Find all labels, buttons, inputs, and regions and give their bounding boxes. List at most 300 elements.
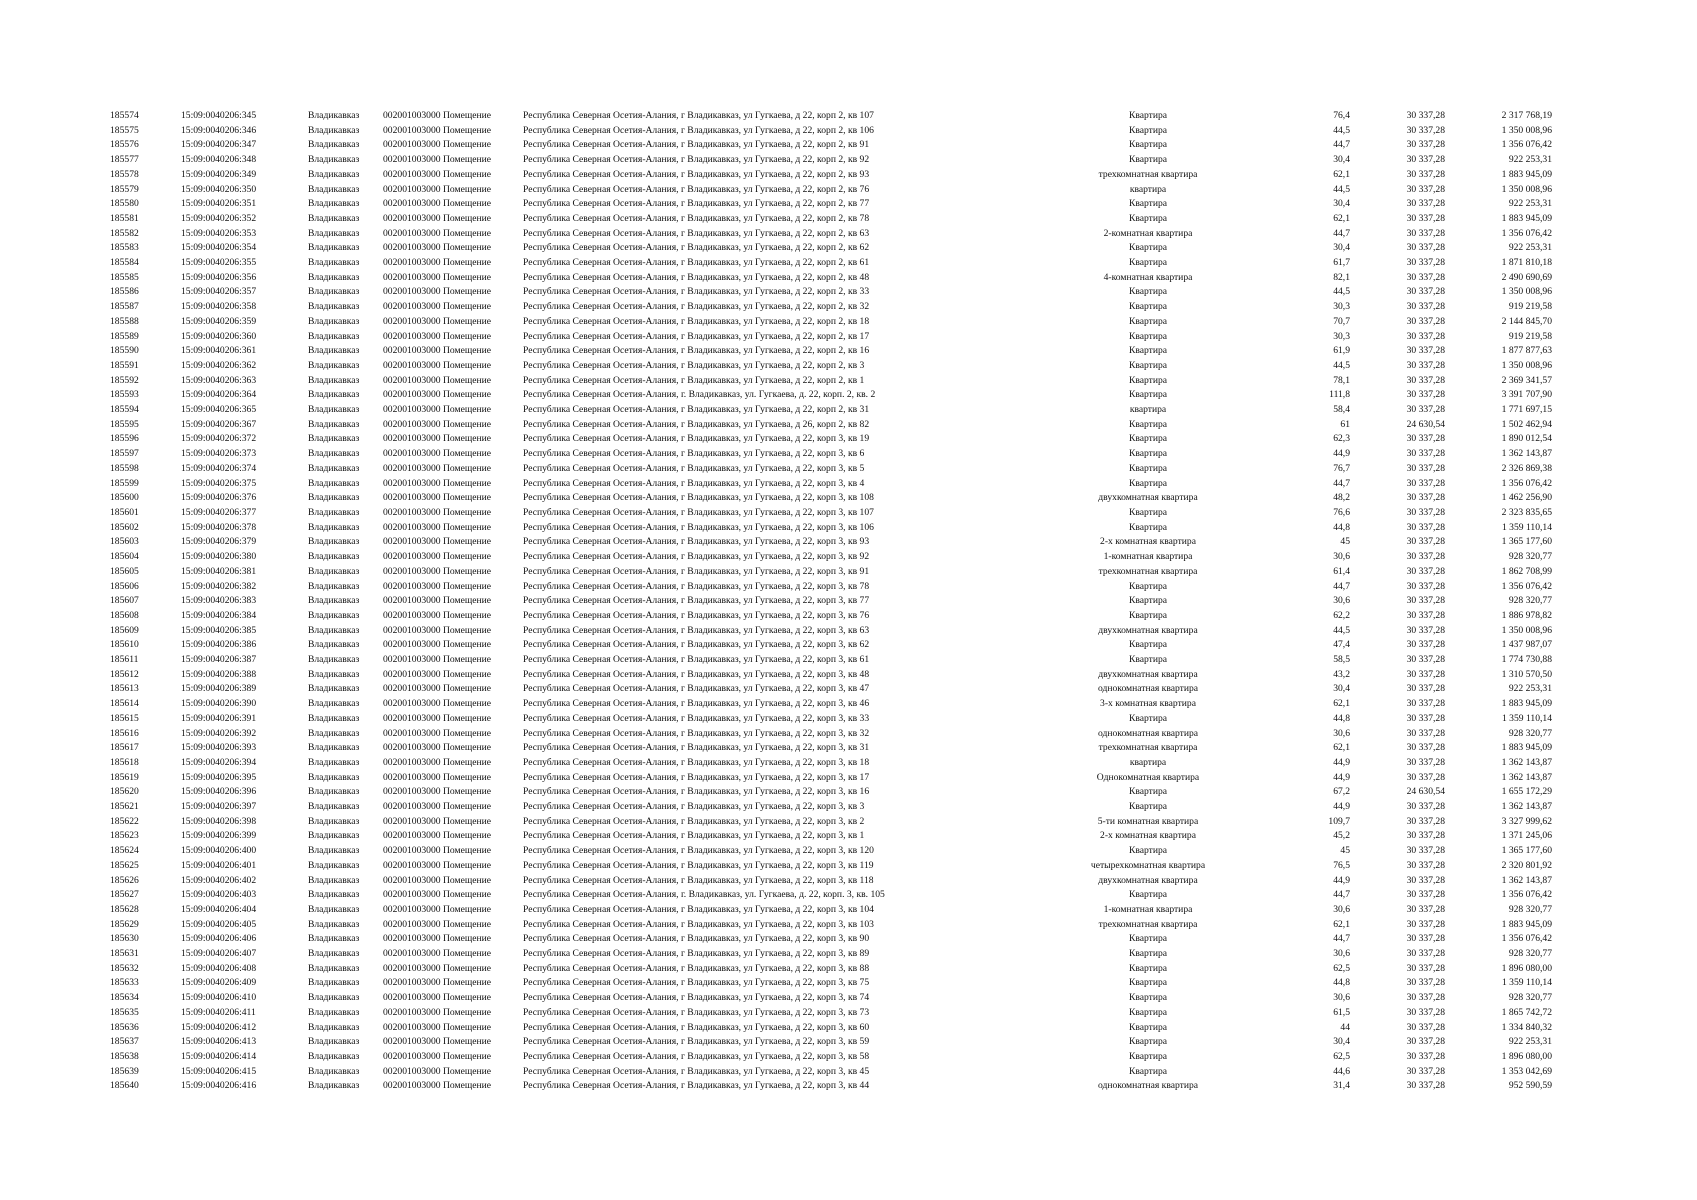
- area-value: 76,5: [1333, 859, 1350, 871]
- specific-value: 30 337,28: [1406, 124, 1445, 136]
- area-value: 45,2: [1333, 830, 1350, 842]
- table-row: [110, 565, 1552, 580]
- address: Республика Северная Осетия-Алания, г Владикавказ, ул Гугкаева, д 22, корп 2, кв 16: [523, 345, 870, 357]
- table-row: [110, 815, 1552, 830]
- object-type: 002001003000 Помещение: [383, 168, 492, 180]
- object-type: 002001003000 Помещение: [383, 521, 492, 533]
- record-number: 185575: [110, 124, 139, 136]
- city-name: Владикавказ: [308, 198, 360, 210]
- specific-value: 30 337,28: [1406, 845, 1445, 857]
- area-value: 44,7: [1333, 889, 1350, 901]
- city-name: Владикавказ: [308, 1051, 360, 1062]
- address: Республика Северная Осетия-Алания, г Владикавказ, ул Гугкаева, д 22, корп 3, кв 17: [523, 771, 870, 783]
- cadastral-number: 15:09:0040206:377: [181, 506, 257, 518]
- city-name: Владикавказ: [308, 801, 360, 813]
- address: Республика Северная Осетия-Алания, г Владикавказ, ул Гугкаева, д 22, корп 3, кв 32: [523, 727, 870, 739]
- area-value: 62,1: [1333, 698, 1350, 710]
- area-value: 44,5: [1333, 183, 1350, 195]
- object-type: 002001003000 Помещение: [383, 1080, 492, 1092]
- object-name: Квартира: [1128, 212, 1168, 224]
- cadastral-cost: 1 334 840,32: [1501, 1021, 1552, 1033]
- address: Республика Северная Осетия-Алания, г Владикавказ, ул Гугкаева, д 22, корп 3, кв 108: [523, 492, 874, 504]
- area-value: 30,6: [1333, 727, 1350, 739]
- object-name: 2-комнатная квартира: [1103, 227, 1193, 239]
- area-value: 44,9: [1333, 756, 1350, 768]
- object-name: Квартира: [1128, 345, 1168, 357]
- area-value: 44,7: [1333, 933, 1350, 945]
- object-name: квартира: [1129, 756, 1167, 768]
- record-number: 185574: [110, 110, 139, 121]
- cadastral-cost: 928 320,77: [1508, 992, 1552, 1004]
- object-type: 002001003000 Помещение: [383, 1065, 492, 1077]
- area-value: 30,4: [1333, 1036, 1350, 1048]
- area-value: 44,9: [1333, 801, 1350, 813]
- object-type: 002001003000 Помещение: [383, 124, 492, 136]
- object-name: однокомнатная квартира: [1097, 727, 1199, 739]
- specific-value: 30 337,28: [1406, 433, 1445, 445]
- address: Республика Северная Осетия-Алания, г Владикавказ, ул Гугкаева, д 22, корп 3, кв 48: [523, 668, 870, 680]
- area-value: 76,7: [1333, 462, 1350, 474]
- address: Республика Северная Осетия-Алания, г Владикавказ, ул Гугкаева, д 22, корп 3, кв 47: [523, 683, 870, 695]
- record-number: 185606: [110, 580, 139, 592]
- specific-value: 30 337,28: [1406, 227, 1445, 239]
- area-value: 44,8: [1333, 712, 1350, 724]
- address: Республика Северная Осетия-Алания, г Владикавказ, ул Гугкаева, д 22, корп 3, кв 77: [523, 595, 870, 607]
- address: Республика Северная Осетия-Алания, г Владикавказ, ул Гугкаева, д 22, корп 2, кв 63: [523, 227, 870, 239]
- object-name: Квартира: [1128, 330, 1168, 342]
- area-value: 44,7: [1333, 580, 1350, 592]
- record-number: 185581: [110, 212, 139, 224]
- city-name: Владикавказ: [308, 521, 360, 533]
- specific-value: 30 337,28: [1406, 198, 1445, 210]
- record-number: 185577: [110, 154, 139, 166]
- object-name: Квартира: [1128, 374, 1168, 386]
- table-row: [110, 138, 1552, 153]
- object-name: Квартира: [1128, 845, 1168, 857]
- address: Республика Северная Осетия-Алания, г Владикавказ, ул Гугкаева, д 22, корп 3, кв 106: [523, 521, 874, 533]
- specific-value: 30 337,28: [1406, 359, 1445, 371]
- record-number: 185594: [110, 404, 139, 416]
- area-value: 62,1: [1333, 168, 1350, 180]
- record-number: 185632: [110, 962, 139, 974]
- object-name: 2-х комнатная квартира: [1100, 830, 1196, 842]
- cadastral-cost: 1 362 143,87: [1501, 801, 1552, 813]
- cadastral-cost: 2 317 768,19: [1501, 110, 1552, 121]
- record-number: 185626: [110, 874, 139, 886]
- address: Республика Северная Осетия-Алания, г. Владикавказ, ул. Гугкаева, д. 22, корп. 3, кв. 105: [523, 889, 885, 901]
- object-type: 002001003000 Помещение: [383, 551, 492, 563]
- object-type: 002001003000 Помещение: [383, 565, 492, 577]
- record-number: 185590: [110, 345, 139, 357]
- cadastral-number: 15:09:0040206:398: [181, 815, 257, 827]
- object-name: трехкомнатная квартира: [1098, 918, 1198, 930]
- object-type: 002001003000 Помещение: [383, 727, 492, 739]
- object-name: Квартира: [1128, 521, 1168, 533]
- specific-value: 30 337,28: [1406, 727, 1445, 739]
- city-name: Владикавказ: [308, 786, 360, 798]
- record-number: 185635: [110, 1006, 139, 1018]
- cadastral-cost: 928 320,77: [1508, 595, 1552, 607]
- table-row: [110, 844, 1552, 859]
- cadastral-number: 15:09:0040206:375: [181, 477, 257, 489]
- city-name: Владикавказ: [308, 948, 360, 960]
- specific-value: 30 337,28: [1406, 506, 1445, 518]
- specific-value: 30 337,28: [1406, 565, 1445, 577]
- object-type: 002001003000 Помещение: [383, 242, 492, 254]
- specific-value: 30 337,28: [1406, 992, 1445, 1004]
- area-value: 76,6: [1333, 506, 1350, 518]
- specific-value: 30 337,28: [1406, 139, 1445, 151]
- object-type: 002001003000 Помещение: [383, 227, 492, 239]
- specific-value: 30 337,28: [1406, 698, 1445, 710]
- cadastral-number: 15:09:0040206:352: [181, 212, 257, 224]
- specific-value: 30 337,28: [1406, 389, 1445, 401]
- cadastral-cost: 1 862 708,99: [1501, 565, 1552, 577]
- specific-value: 30 337,28: [1406, 624, 1445, 636]
- object-name: 5-ти комнатная квартира: [1097, 815, 1199, 827]
- cadastral-cost: 2 323 835,65: [1501, 506, 1552, 518]
- table-row: [110, 800, 1552, 815]
- area-value: 44,8: [1333, 521, 1350, 533]
- record-number: 185584: [110, 257, 139, 269]
- specific-value: 30 337,28: [1406, 404, 1445, 416]
- city-name: Владикавказ: [308, 271, 360, 283]
- cadastral-cost: 1 502 462,94: [1501, 418, 1552, 430]
- object-name: Квартира: [1128, 933, 1168, 945]
- object-type: 002001003000 Помещение: [383, 1036, 492, 1048]
- record-number: 185605: [110, 565, 139, 577]
- cadastral-cost: 1 310 570,50: [1501, 668, 1552, 680]
- record-number: 185601: [110, 506, 139, 518]
- object-type: 002001003000 Помещение: [383, 962, 492, 974]
- object-name: Квартира: [1128, 786, 1168, 798]
- table-row: [110, 359, 1552, 374]
- cadastral-number: 15:09:0040206:400: [181, 845, 257, 857]
- table-row: [110, 962, 1552, 977]
- cadastral-number: 15:09:0040206:394: [181, 756, 257, 768]
- cadastral-number: 15:09:0040206:397: [181, 801, 257, 813]
- table-row: [110, 638, 1552, 653]
- area-value: 62,2: [1333, 609, 1350, 621]
- cadastral-cost: 1 359 110,14: [1501, 521, 1552, 533]
- cadastral-cost: 1 883 945,09: [1501, 212, 1552, 224]
- city-name: Владикавказ: [308, 874, 360, 886]
- cadastral-number: 15:09:0040206:413: [181, 1036, 257, 1048]
- cadastral-cost: 1 877 877,63: [1501, 345, 1552, 357]
- cadastral-cost: 2 326 869,38: [1501, 462, 1552, 474]
- cadastral-number: 15:09:0040206:386: [181, 639, 257, 651]
- city-name: Владикавказ: [308, 124, 360, 136]
- record-number: 185580: [110, 198, 139, 210]
- area-value: 62,3: [1333, 433, 1350, 445]
- cadastral-cost: 1 886 978,82: [1501, 609, 1552, 621]
- object-name: Квартира: [1128, 639, 1168, 651]
- address: Республика Северная Осетия-Алания, г Владикавказ, ул Гугкаева, д 22, корп 2, кв 3: [523, 359, 865, 371]
- city-name: Владикавказ: [308, 154, 360, 166]
- object-name: Квартира: [1128, 448, 1168, 460]
- cadastral-cost: 1 871 810,18: [1501, 257, 1552, 269]
- address: Республика Северная Осетия-Алания, г. Владикавказ, ул. Гугкаева, д. 22, корп. 2, кв. 2: [523, 389, 876, 401]
- specific-value: 30 337,28: [1406, 330, 1445, 342]
- city-name: Владикавказ: [308, 551, 360, 563]
- table-row: [110, 256, 1552, 271]
- city-name: Владикавказ: [308, 992, 360, 1004]
- city-name: Владикавказ: [308, 830, 360, 842]
- area-value: 30,6: [1333, 903, 1350, 915]
- city-name: Владикавказ: [308, 345, 360, 357]
- cadastral-cost: 1 883 945,09: [1501, 742, 1552, 754]
- object-name: Квартира: [1128, 462, 1168, 474]
- specific-value: 30 337,28: [1406, 110, 1445, 121]
- table-row: [110, 388, 1552, 403]
- object-type: 002001003000 Помещение: [383, 212, 492, 224]
- specific-value: 30 337,28: [1406, 212, 1445, 224]
- address: Республика Северная Осетия-Алания, г Владикавказ, ул Гугкаева, д 22, корп 3, кв 118: [523, 874, 874, 886]
- specific-value: 30 337,28: [1406, 859, 1445, 871]
- object-type: 002001003000 Помещение: [383, 948, 492, 960]
- table-row: [110, 124, 1552, 139]
- area-value: 44,6: [1333, 1065, 1350, 1077]
- cadastral-number: 15:09:0040206:381: [181, 565, 257, 577]
- cadastral-number: 15:09:0040206:347: [181, 139, 257, 151]
- address: Республика Северная Осетия-Алания, г Владикавказ, ул Гугкаева, д 22, корп 2, кв 18: [523, 315, 870, 327]
- record-number: 185610: [110, 639, 139, 651]
- cadastral-number: 15:09:0040206:384: [181, 609, 257, 621]
- address: Республика Северная Осетия-Алания, г Владикавказ, ул Гугкаева, д 22, корп 3, кв 119: [523, 859, 874, 871]
- city-name: Владикавказ: [308, 712, 360, 724]
- cadastral-number: 15:09:0040206:355: [181, 257, 257, 269]
- address: Республика Северная Осетия-Алания, г Владикавказ, ул Гугкаева, д 22, корп 2, кв 106: [523, 124, 874, 136]
- cadastral-cost: 1 362 143,87: [1501, 756, 1552, 768]
- table-row: [110, 903, 1552, 918]
- object-name: Квартира: [1128, 433, 1168, 445]
- city-name: Владикавказ: [308, 242, 360, 254]
- object-type: 002001003000 Помещение: [383, 374, 492, 386]
- cadastral-number: 15:09:0040206:360: [181, 330, 257, 342]
- cadastral-cost: 928 320,77: [1508, 948, 1552, 960]
- cadastral-number: 15:09:0040206:408: [181, 962, 257, 974]
- specific-value: 30 337,28: [1406, 448, 1445, 460]
- cadastral-number: 15:09:0040206:388: [181, 668, 257, 680]
- specific-value: 30 337,28: [1406, 1021, 1445, 1033]
- record-number: 185595: [110, 418, 139, 430]
- specific-value: 30 337,28: [1406, 1080, 1445, 1092]
- object-name: Квартира: [1128, 418, 1168, 430]
- city-name: Владикавказ: [308, 462, 360, 474]
- object-name: Квартира: [1128, 992, 1168, 1004]
- object-type: 002001003000 Помещение: [383, 315, 492, 327]
- cadastral-number: 15:09:0040206:402: [181, 874, 257, 886]
- area-value: 44,7: [1333, 227, 1350, 239]
- area-value: 62,5: [1333, 1051, 1350, 1062]
- city-name: Владикавказ: [308, 609, 360, 621]
- table-row: [110, 1079, 1552, 1094]
- specific-value: 30 337,28: [1406, 977, 1445, 989]
- specific-value: 30 337,28: [1406, 1051, 1445, 1062]
- area-value: 44,8: [1333, 977, 1350, 989]
- cadastral-cost: 2 490 690,69: [1501, 271, 1552, 283]
- object-type: 002001003000 Помещение: [383, 639, 492, 651]
- specific-value: 30 337,28: [1406, 1006, 1445, 1018]
- area-value: 44,9: [1333, 771, 1350, 783]
- city-name: Владикавказ: [308, 580, 360, 592]
- city-name: Владикавказ: [308, 212, 360, 224]
- city-name: Владикавказ: [308, 771, 360, 783]
- area-value: 44,7: [1333, 477, 1350, 489]
- cadastral-cost: 1 462 256,90: [1501, 492, 1552, 504]
- cadastral-cost: 1 865 742,72: [1501, 1006, 1552, 1018]
- specific-value: 30 337,28: [1406, 595, 1445, 607]
- specific-value: 30 337,28: [1406, 1036, 1445, 1048]
- record-number: 185621: [110, 801, 139, 813]
- cadastral-number: 15:09:0040206:395: [181, 771, 257, 783]
- object-type: 002001003000 Помещение: [383, 903, 492, 915]
- address: Республика Северная Осетия-Алания, г Владикавказ, ул Гугкаева, д 22, корп 3, кв 18: [523, 756, 870, 768]
- address: Республика Северная Осетия-Алания, г Владикавказ, ул Гугкаева, д 22, корп 3, кв 62: [523, 639, 870, 651]
- area-value: 61: [1340, 418, 1350, 430]
- specific-value: 30 337,28: [1406, 271, 1445, 283]
- address: Республика Северная Осетия-Алания, г Владикавказ, ул Гугкаева, д 22, корп 3, кв 120: [523, 845, 874, 857]
- cadastral-cost: 1 883 945,09: [1501, 168, 1552, 180]
- specific-value: 24 630,54: [1406, 786, 1445, 798]
- cadastral-cost: 1 883 945,09: [1501, 918, 1552, 930]
- area-value: 109,7: [1328, 815, 1350, 827]
- cadastral-number: 15:09:0040206:387: [181, 654, 257, 666]
- cadastral-cost: 1 890 012,54: [1501, 433, 1552, 445]
- area-value: 67,2: [1333, 786, 1350, 798]
- cadastral-number: 15:09:0040206:358: [181, 301, 257, 313]
- object-name: трехкомнатная квартира: [1098, 565, 1198, 577]
- record-number: 185591: [110, 359, 139, 371]
- cadastral-number: 15:09:0040206:389: [181, 683, 257, 695]
- area-value: 43,2: [1333, 668, 1350, 680]
- object-name: Квартира: [1128, 1006, 1168, 1018]
- city-name: Владикавказ: [308, 962, 360, 974]
- area-value: 82,1: [1333, 271, 1350, 283]
- city-name: Владикавказ: [308, 418, 360, 430]
- table-row: [110, 1035, 1552, 1050]
- object-name: Квартира: [1128, 1065, 1168, 1077]
- record-number: 185582: [110, 227, 139, 239]
- object-name: Квартира: [1128, 962, 1168, 974]
- area-value: 62,1: [1333, 918, 1350, 930]
- area-value: 111,8: [1329, 389, 1350, 401]
- cadastral-cost: 928 320,77: [1508, 727, 1552, 739]
- specific-value: 30 337,28: [1406, 580, 1445, 592]
- table-row: [110, 271, 1552, 286]
- specific-value: 30 337,28: [1406, 242, 1445, 254]
- table-row: [110, 521, 1552, 536]
- object-name: Квартира: [1128, 889, 1168, 901]
- table-row: [110, 918, 1552, 933]
- table-row: [110, 697, 1552, 712]
- table-row: [110, 609, 1552, 624]
- city-name: Владикавказ: [308, 183, 360, 195]
- object-type: 002001003000 Помещение: [383, 418, 492, 430]
- city-name: Владикавказ: [308, 330, 360, 342]
- object-name: Квартира: [1128, 609, 1168, 621]
- object-name: двухкомнатная квартира: [1098, 874, 1198, 886]
- object-type: 002001003000 Помещение: [383, 933, 492, 945]
- object-type: 002001003000 Помещение: [383, 330, 492, 342]
- address: Республика Северная Осетия-Алания, г Владикавказ, ул Гугкаева, д 22, корп 3, кв 90: [523, 933, 870, 945]
- cadastral-cost: 1 350 008,96: [1501, 359, 1552, 371]
- record-number: 185599: [110, 477, 139, 489]
- cadastral-number: 15:09:0040206:405: [181, 918, 257, 930]
- cadastral-cost: 1 356 076,42: [1501, 933, 1552, 945]
- record-number: 185619: [110, 771, 139, 783]
- specific-value: 30 337,28: [1406, 903, 1445, 915]
- specific-value: 30 337,28: [1406, 668, 1445, 680]
- cadastral-number: 15:09:0040206:350: [181, 183, 257, 195]
- city-name: Владикавказ: [308, 742, 360, 754]
- record-number: 185639: [110, 1065, 139, 1077]
- object-type: 002001003000 Помещение: [383, 801, 492, 813]
- address: Республика Северная Осетия-Алания, г Владикавказ, ул Гугкаева, д 22, корп 2, кв 92: [523, 154, 870, 166]
- address: Республика Северная Осетия-Алания, г Владикавказ, ул Гугкаева, д 22, корп 3, кв 73: [523, 1006, 870, 1018]
- address: Республика Северная Осетия-Алания, г Владикавказ, ул Гугкаева, д 22, корп 3, кв 76: [523, 609, 870, 621]
- record-number: 185627: [110, 889, 139, 901]
- table-row: [110, 682, 1552, 697]
- table-row: [110, 550, 1552, 565]
- city-name: Владикавказ: [308, 404, 360, 416]
- record-number: 185638: [110, 1051, 139, 1062]
- table-body: [110, 109, 1552, 1094]
- city-name: Владикавказ: [308, 595, 360, 607]
- table-row: [110, 183, 1552, 198]
- area-value: 44,5: [1333, 624, 1350, 636]
- cadastral-number: 15:09:0040206:399: [181, 830, 257, 842]
- cadastral-number: 15:09:0040206:401: [181, 859, 257, 871]
- object-name: двухкомнатная квартира: [1098, 624, 1198, 636]
- address: Республика Северная Осетия-Алания, г Владикавказ, ул Гугкаева, д 22, корп 3, кв 92: [523, 551, 870, 563]
- city-name: Владикавказ: [308, 168, 360, 180]
- table-row: [110, 344, 1552, 359]
- object-name: Квартира: [1128, 389, 1168, 401]
- address: Республика Северная Осетия-Алания, г Владикавказ, ул Гугкаева, д 22, корп 2, кв 1: [523, 374, 865, 386]
- area-value: 30,6: [1333, 595, 1350, 607]
- table-row: [110, 432, 1552, 447]
- table-row: [110, 197, 1552, 212]
- cadastral-cost: 1 896 080,00: [1501, 962, 1552, 974]
- address: Республика Северная Осетия-Алания, г Владикавказ, ул Гугкаева, д 22, корп 3, кв 75: [523, 977, 870, 989]
- address: Республика Северная Осетия-Алания, г Владикавказ, ул Гугкаева, д 22, корп 2, кв 31: [523, 404, 870, 416]
- record-number: 185598: [110, 462, 139, 474]
- object-type: 002001003000 Помещение: [383, 359, 492, 371]
- object-type: 002001003000 Помещение: [383, 712, 492, 724]
- specific-value: 24 630,54: [1406, 418, 1445, 430]
- cadastral-cost: 1 356 076,42: [1501, 477, 1552, 489]
- object-name: Квартира: [1128, 154, 1168, 166]
- object-type: 002001003000 Помещение: [383, 477, 492, 489]
- table-row: [110, 285, 1552, 300]
- cadastral-number: 15:09:0040206:345: [181, 110, 257, 121]
- area-value: 78,1: [1333, 374, 1350, 386]
- address: Республика Северная Осетия-Алания, г Владикавказ, ул Гугкаева, д 22, корп 3, кв 78: [523, 580, 870, 592]
- record-number: 185636: [110, 1021, 139, 1033]
- table-row: [110, 580, 1552, 595]
- cadastral-number: 15:09:0040206:351: [181, 198, 257, 210]
- table-row: [110, 594, 1552, 609]
- area-value: 61,4: [1333, 565, 1350, 577]
- object-type: 002001003000 Помещение: [383, 183, 492, 195]
- cadastral-number: 15:09:0040206:380: [181, 551, 257, 563]
- table-row: [110, 535, 1552, 550]
- object-name: 3-х комнатная квартира: [1100, 698, 1196, 710]
- table-row: [110, 330, 1552, 345]
- address: Республика Северная Осетия-Алания, г Владикавказ, ул Гугкаева, д 22, корп 3, кв 88: [523, 962, 870, 974]
- specific-value: 30 337,28: [1406, 654, 1445, 666]
